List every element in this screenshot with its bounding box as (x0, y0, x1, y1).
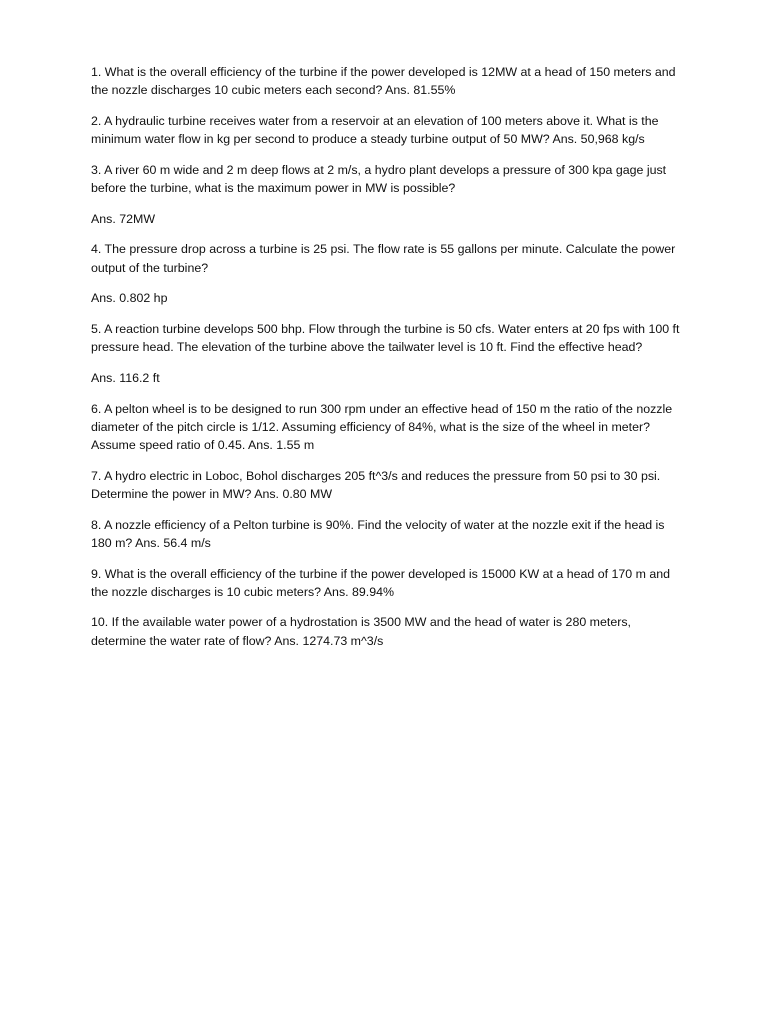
document-page (91, 63, 681, 662)
problem-3: 3. A river 60 m wide and 2 m deep flows at 2 m/s, a hydro plant develops a pressure of 300 kpa gage just before the turbine, what is the maximum power in MW is possible? (91, 162, 667, 196)
problem-9: 9. What is the overall efficiency of the turbine if the power developed is 15000 KW at a head of 170 m and the nozzle discharges is 10 cubic meters? Ans. 89.94% (91, 566, 671, 599)
problem-6: 6. A pelton wheel is to be designed to run 300 rpm under an effective head of 150 m the ratio of the nozzle diameter of the pitch circle is 1/12. Assuming efficiency of 84%, what is the size of the wheel in meter? Assume speed ratio of 0.45. Ans. 1.55 m (91, 401, 673, 453)
answer-5: Ans. 116.2 ft (91, 370, 160, 385)
problem-4: 4. The pressure drop across a turbine is 25 psi. The flow rate is 55 gallons per minute. Calculate the power output of the turbine? (91, 242, 676, 275)
problem-1: 1. What is the overall efficiency of the turbine if the power developed is 12MW at a head of 150 meters and the nozzle discharges 10 cubic meters each second? Ans. 81.55% (91, 65, 676, 98)
problem-10: 10. If the available water power of a hydrostation is 3500 MW and the head of water is 280 meters, determine the water rate of flow? Ans. 1274.73 m^3/s (91, 615, 631, 648)
problem-7: 7. A hydro electric in Loboc, Bohol discharges 205 ft^3/s and reduces the pressure from 50 psi to 30 psi. Determine the power in MW? Ans. 0.80 MW (91, 468, 661, 501)
problem-2: 2. A hydraulic turbine receives water from a reservoir at an elevation of 100 meters above it. What is the minimum water flow in kg per second to produce a steady turbine output of 50 MW? Ans. 50,968 kg/s (91, 113, 659, 147)
problem-8: 8. A nozzle efficiency of a Pelton turbine is 90%. Find the velocity of water at the nozzle exit if the head is 180 m? Ans. 56.4 m/s (91, 517, 665, 550)
problem-5: 5. A reaction turbine develops 500 bhp. Flow through the turbine is 50 cfs. Water enters at 20 fps with 100 ft pressure head. The elevation of the turbine above the tailwater level is 10 ft. Find the effective head? (91, 322, 680, 355)
answer-3: Ans. 72MW (91, 211, 156, 226)
answer-4: Ans. 0.802 hp (91, 291, 168, 306)
